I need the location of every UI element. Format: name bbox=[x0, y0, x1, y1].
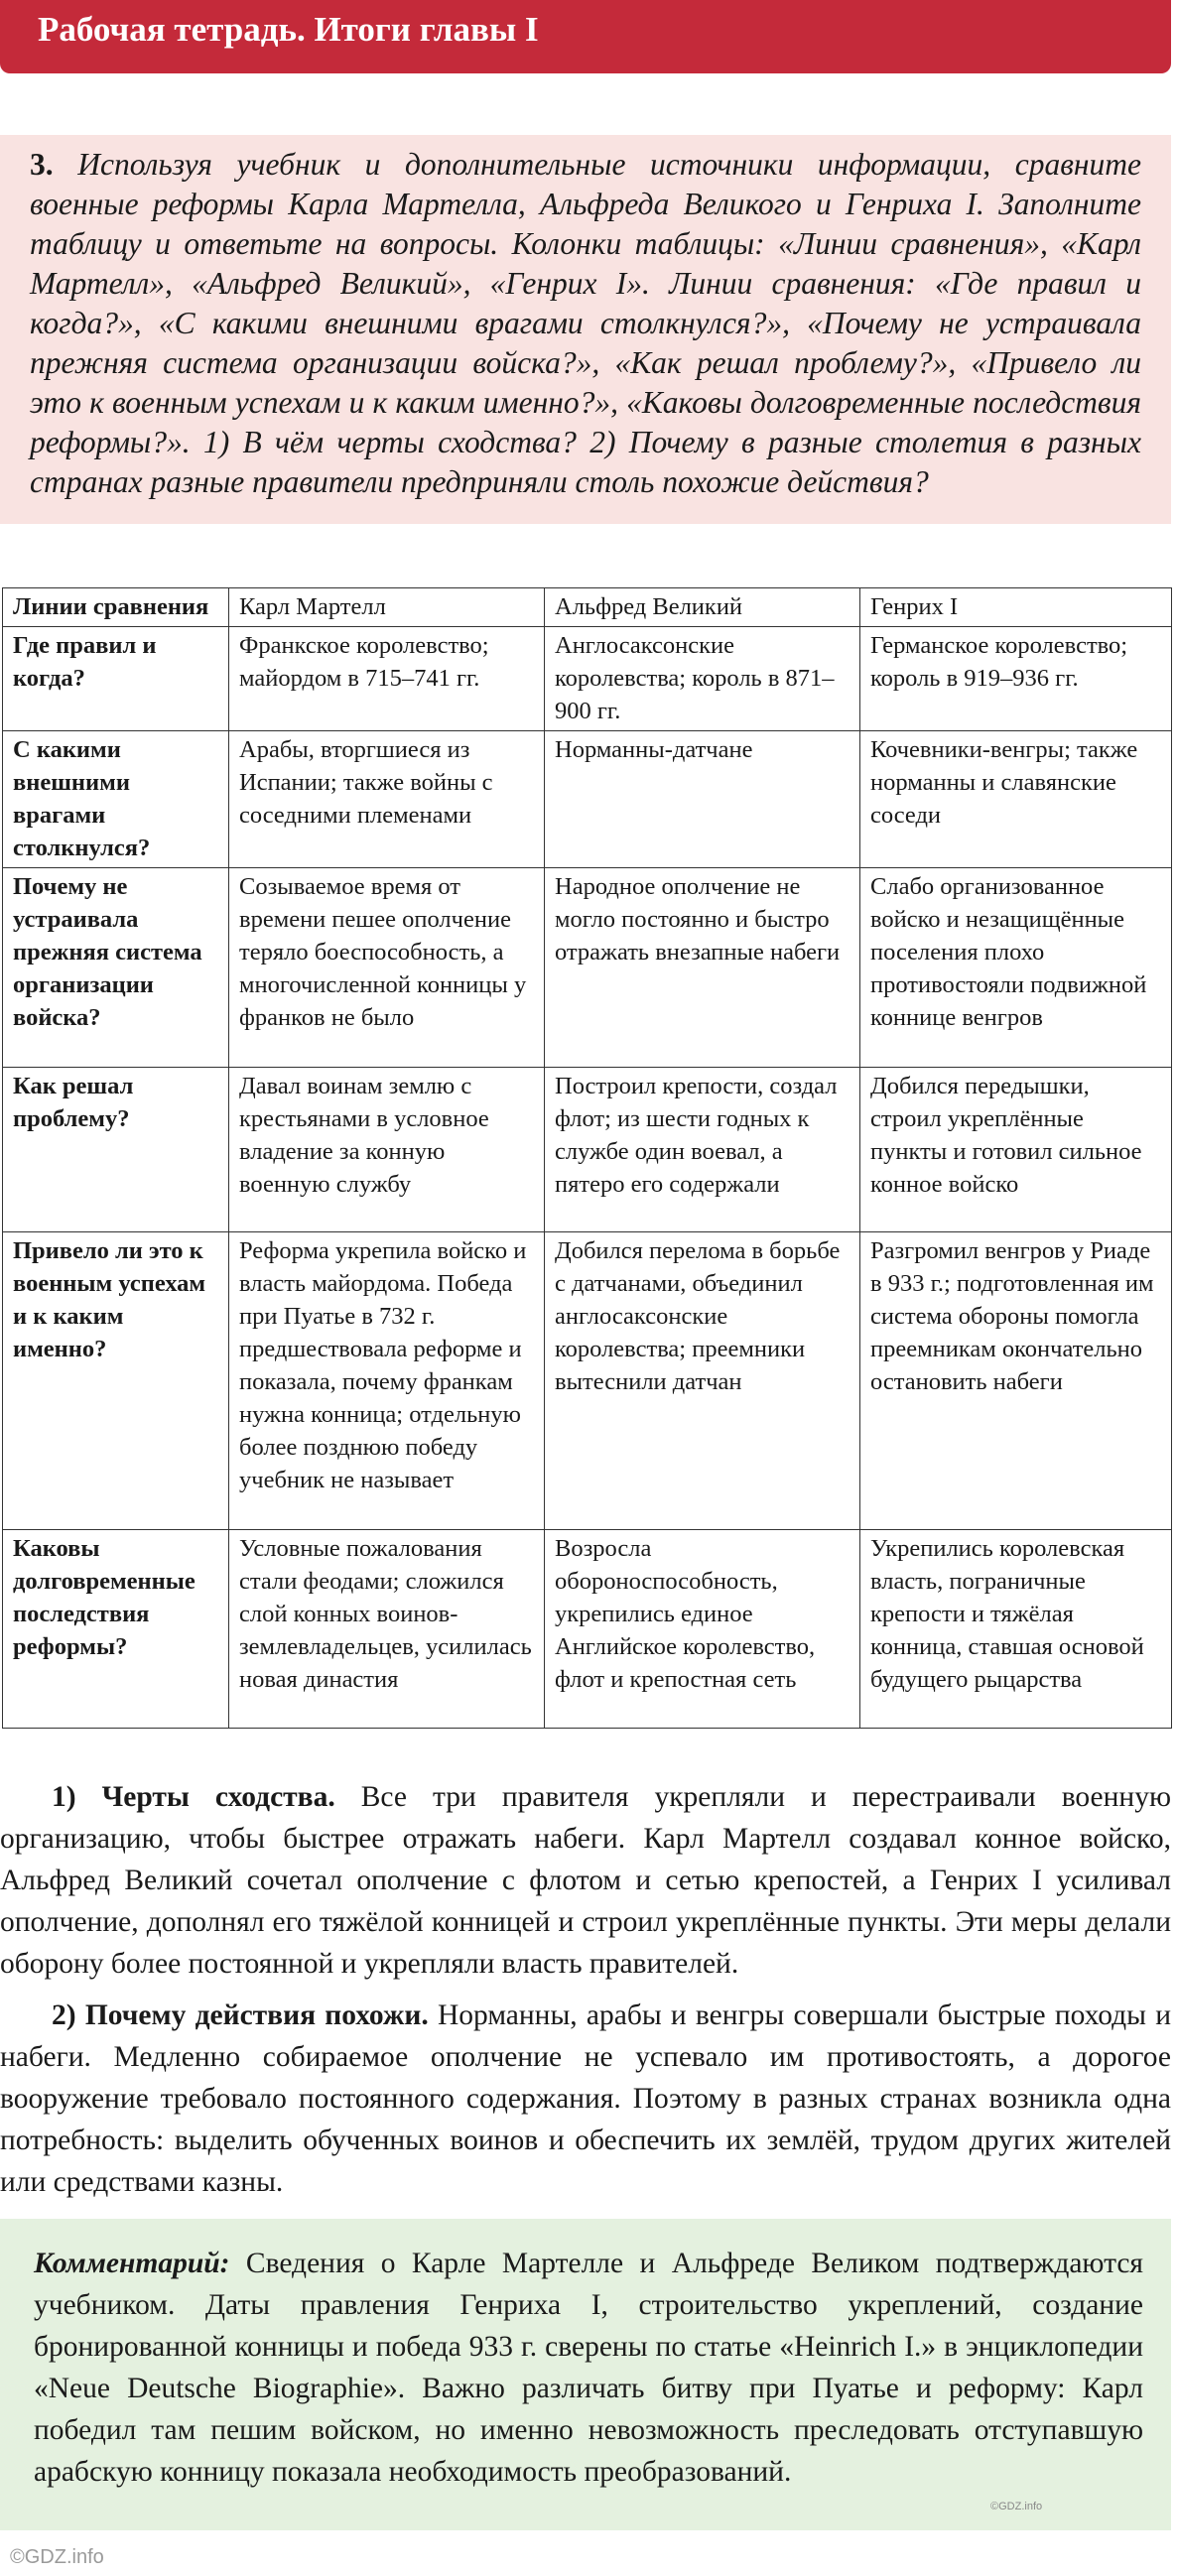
table-row bbox=[3, 1068, 1172, 1232]
table-cell: Укрепились королевская власть, пограничные крепости и тяжёлая конница, ставшая основой будущего рыцарства bbox=[860, 1530, 1172, 1729]
table-row bbox=[3, 1530, 1172, 1729]
row-label: Каковы долговременные последствия реформы? bbox=[3, 1530, 229, 1729]
row-label: Как решал проблему? bbox=[3, 1068, 229, 1232]
answer-2-text: Норманны, арабы и венгры совершали быстрые походы и набеги. Медленно собираемое ополчение не успевало им противостоять, а дорогое вооружение требовало постоянного содержания. Поэтому в разных странах возникла одна потребность: выделить обученных воинов и обеспечить их землёй, трудом других жителей или средствами казны. bbox=[0, 1999, 1172, 2198]
col-header-lines: Линии сравнения bbox=[3, 588, 229, 627]
col-header-heinrich: Генрих I bbox=[860, 588, 1172, 627]
inline-watermark: ©GDZ.info bbox=[990, 2501, 1043, 2512]
answer-similarities bbox=[0, 1776, 1171, 1985]
answer-reasons bbox=[0, 1995, 1171, 2203]
table-cell: Созываемое время от времени пешее ополчение теряло боеспособность, а многочисленной конницы у франков не было bbox=[229, 868, 545, 1068]
table-cell: Давал воинам землю с крестьянами в условное владение за конную военную службу bbox=[229, 1068, 545, 1232]
task-box bbox=[0, 135, 1171, 524]
table-cell: Разгромил венгров у Риаде в 933 г.; подготовленная им система обороны помогла преемникам окончательно остановить набеги bbox=[860, 1232, 1172, 1530]
table-cell: Англосаксонские королевства; король в 871–900 гг. bbox=[545, 627, 860, 731]
table-row bbox=[3, 1232, 1172, 1530]
page-header bbox=[0, 0, 1171, 73]
row-label: Где правил и когда? bbox=[3, 627, 229, 731]
table-cell: Добился передышки, строил укреплённые пункты и готовил сильное конное войско bbox=[860, 1068, 1172, 1232]
answer-2-title: 2) Почему действия похожи. bbox=[52, 1999, 429, 2031]
row-label: Почему не устраивала прежняя система организации войска? bbox=[3, 868, 229, 1068]
answer-1-text: Все три правителя укрепляли и перестраивали военную организацию, чтобы быстрее отражать набеги. Карл Мартелл создавал конное войско, Альфред Великий сочетал ополчение с флотом и сетью крепостей, а Генрих I усиливал ополчение, дополнял его тяжёлой конницей и строил укреплённые пункты. Эти меры делали оборону более постоянной и укрепляли власть правителей. bbox=[0, 1781, 1171, 1980]
col-header-alfred: Альфред Великий bbox=[545, 588, 860, 627]
table-row bbox=[3, 627, 1172, 731]
table-cell: Условные пожалования стали феодами; сложился слой конных воинов-землевладельцев, усилилась новая династия bbox=[229, 1530, 545, 1729]
comment-label: Комментарий: bbox=[34, 2248, 230, 2279]
row-label: С какими внешними врагами столкнулся? bbox=[3, 731, 229, 868]
answers-section bbox=[0, 1776, 1171, 2213]
answer-1-title: 1) Черты сходства. bbox=[52, 1781, 335, 1813]
header-title: Рабочая тетрадь. Итоги главы I bbox=[38, 10, 539, 49]
comment-box bbox=[0, 2219, 1171, 2530]
table-cell: Слабо организованное войско и незащищённые поселения плохо противостояли подвижной коннице венгров bbox=[860, 868, 1172, 1068]
table-cell: Франкское королевство; майордом в 715–741 гг. bbox=[229, 627, 545, 731]
comment-text: Сведения о Карле Мартелле и Альфреде Великом подтверждаются учебником. Даты правления Генриха I, строительство укреплений, создание бронированной конницы и победа 933 г. сверены по статье «Heinrich I.» в энциклопедии «Neue Deutsche Biographie». Важно различать битву при Пуатье и реформу: Карл победил там пешим войском, но именно невозможность преследовать отступавшую арабскую конницу показала необходимость преобразований. bbox=[34, 2248, 1143, 2488]
table-cell: Германское королевство; король в 919–936 гг. bbox=[860, 627, 1172, 731]
table-row bbox=[3, 731, 1172, 868]
table-header-row bbox=[3, 588, 1172, 627]
comparison-table bbox=[2, 587, 1172, 1729]
task-text: Используя учебник и дополнительные источники информации, сравните военные реформы Карла Мартелла, Альфреда Великого и Генриха I. Заполните таблицу и ответьте на вопросы. Колонки таблицы: «Линии сравнения», «Карл Мартелл», «Альфред Великий», «Генрих I». Линии сравнения: «Где правил и когда?», «С какими внешними врагами столкнулся?», «Почему не устраивала прежняя система организации войска?», «Как решал проблему?», «Привело ли это к военным успехам и к каким именно?», «Каковы долговременные последствия реформы?». 1) В чём черты сходства? 2) Почему в разные столетия в разных странах разные правители предприняли столь похожие действия? bbox=[30, 147, 1141, 499]
table-cell: Народное ополчение не могло постоянно и быстро отражать внезапные набеги bbox=[545, 868, 860, 1068]
task-number: 3. bbox=[30, 147, 54, 182]
table-cell: Кочевники-венгры; также норманны и славянские соседи bbox=[860, 731, 1172, 868]
table-cell: Арабы, вторгшиеся из Испании; также войны с соседними племенами bbox=[229, 731, 545, 868]
table-cell: Реформа укрепила войско и власть майордома. Победа при Пуатье в 732 г. предшествовала реформе и показала, почему франкам нужна конница; отдельную более позднюю победу учебник не называет bbox=[229, 1232, 545, 1530]
col-header-martel: Карл Мартелл bbox=[229, 588, 545, 627]
row-label: Привело ли это к военным успехам и к каким именно? bbox=[3, 1232, 229, 1530]
table-cell: Построил крепости, создал флот; из шести годных к службе один воевал, а пятеро его содержали bbox=[545, 1068, 860, 1232]
table-cell: Добился перелома в борьбе с датчанами, объединил англосаксонские королевства; преемники вытеснили датчан bbox=[545, 1232, 860, 1530]
table-cell: Возросла обороноспособность, укрепились единое Английское королевство, флот и крепостная сеть bbox=[545, 1530, 860, 1729]
table-cell: Норманны-датчане bbox=[545, 731, 860, 868]
table-row bbox=[3, 868, 1172, 1068]
footer-watermark: ©GDZ.info bbox=[10, 2546, 104, 2568]
